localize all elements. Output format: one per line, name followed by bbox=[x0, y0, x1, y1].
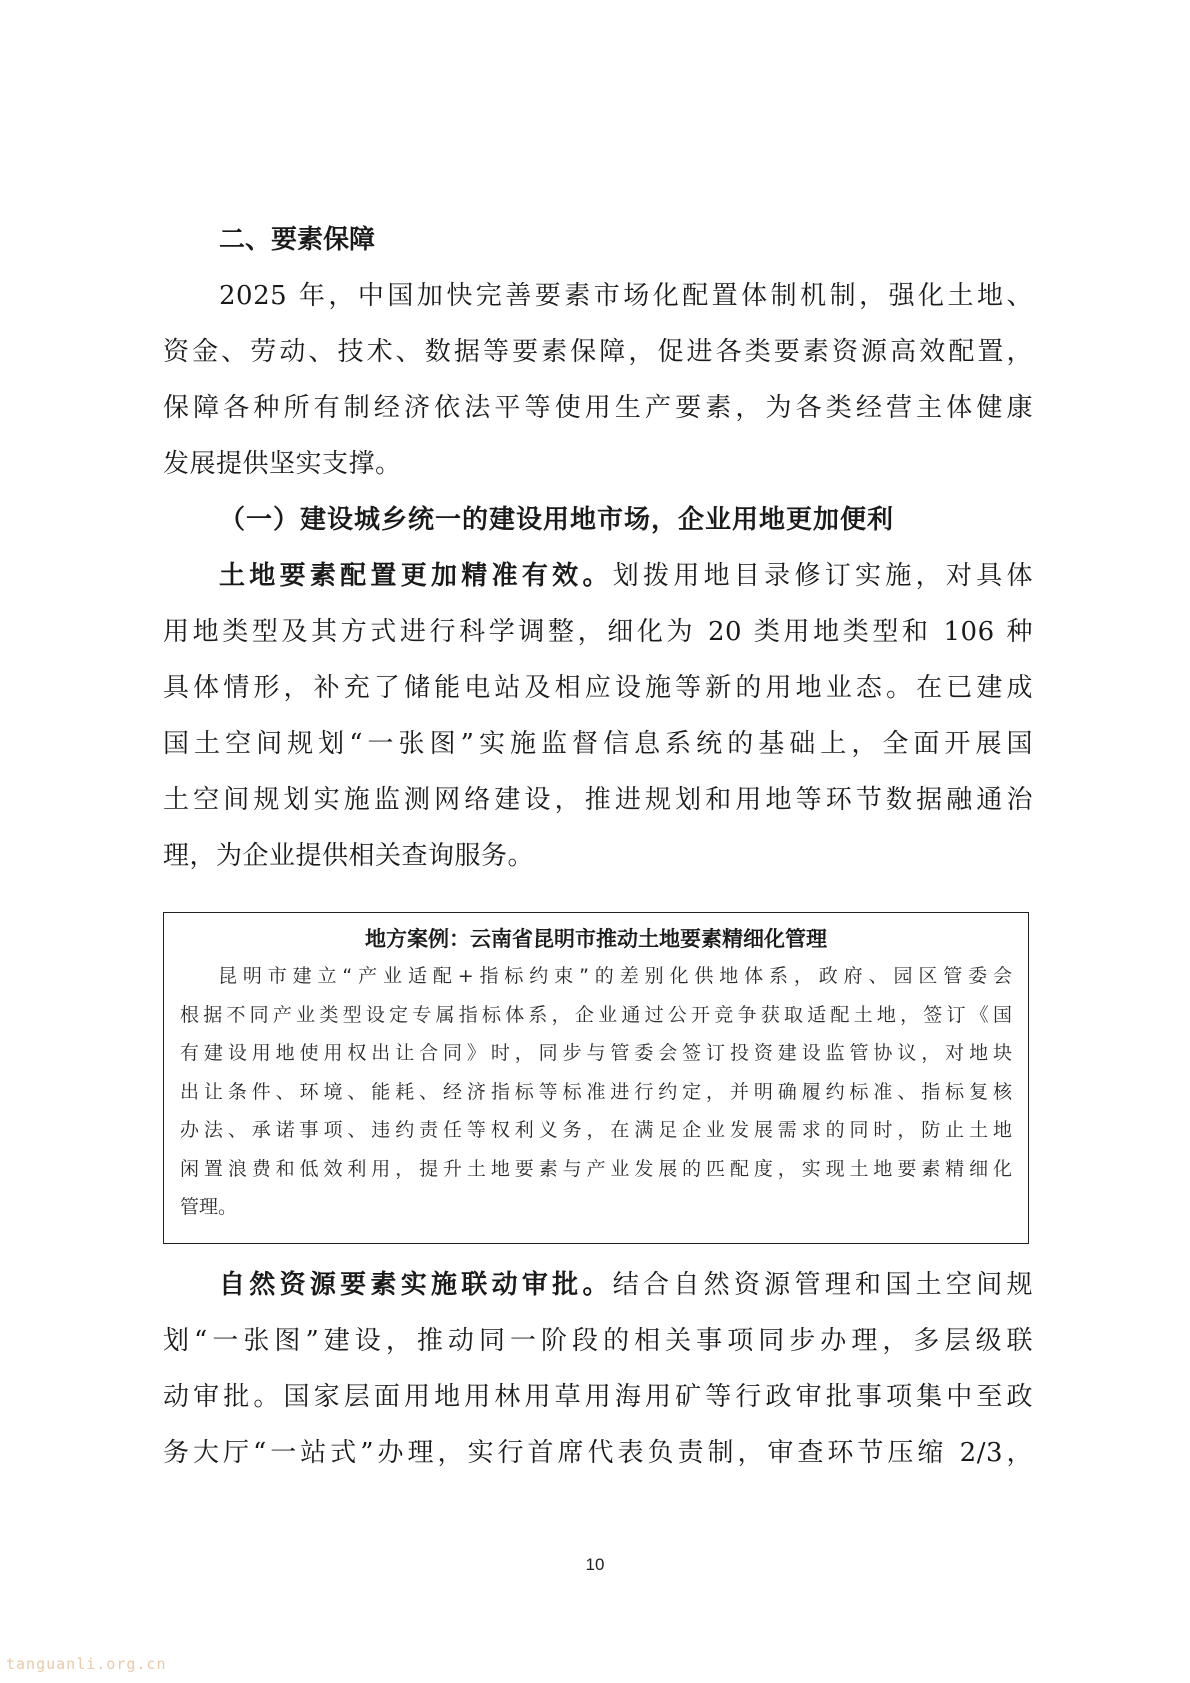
paragraph-lead: 土地要素配置更加精准有效。 bbox=[219, 561, 613, 591]
case-study-title: 地方案例：云南省昆明市推动土地要素精细化管理 bbox=[365, 927, 827, 951]
intro-line: 发展提供坚实支撑。 bbox=[163, 449, 402, 479]
case-study-line: 办法、承诺事项、违约责任等权利义务，在满足企业发展需求的同时，防止土地 bbox=[180, 1119, 1012, 1141]
page-number: 10 bbox=[585, 1555, 605, 1574]
paragraph-line: 具体情形，补充了储能电站及相应设施等新的用地业态。在已建成 bbox=[163, 673, 1033, 703]
paragraph-first-line bbox=[163, 548, 1033, 604]
paragraph-line: 划“一张图”建设，推动同一阶段的相关事项同步办理，多层级联 bbox=[163, 1326, 1033, 1356]
paragraph-line: 务大厅“一站式”办理，实行首席代表负责制，审查环节压缩 2/3， bbox=[163, 1438, 1033, 1468]
case-study-box bbox=[163, 912, 1029, 1244]
intro-line: 2025 年，中国加快完善要素市场化配置体制机制，强化土地、 bbox=[219, 281, 1033, 311]
subsection-heading: （一）建设城乡统一的建设用地市场，企业用地更加便利 bbox=[219, 505, 895, 535]
paragraph-text: 划拨用地目录修订实施，对具体 bbox=[612, 561, 1033, 591]
paragraph-line: 用地类型及其方式进行科学调整，细化为 20 类用地类型和 106 种 bbox=[163, 617, 1033, 647]
paragraph-lead: 自然资源要素实施联动审批。 bbox=[219, 1270, 613, 1300]
section-heading: 二、要素保障 bbox=[219, 225, 376, 255]
intro-line: 资金、劳动、技术、数据等要素保障，促进各类要素资源高效配置， bbox=[163, 337, 1033, 367]
case-study-line: 闲置浪费和低效利用，提升土地要素与产业发展的匹配度，实现土地要素精细化 bbox=[180, 1157, 1012, 1180]
paragraph-text: 结合自然资源管理和国土空间规 bbox=[612, 1270, 1033, 1300]
case-study-line: 根据不同产业类型设定专属指标体系，企业通过公开竞争获取适配土地，签订《国 bbox=[180, 1003, 1012, 1026]
paragraph-line: 动审批。国家层面用地用林用草用海用矿等行政审批事项集中至政 bbox=[163, 1382, 1033, 1412]
case-study-line: 出让条件、环境、能耗、经济指标等标准进行约定，并明确履约标准、指标复核 bbox=[180, 1080, 1012, 1103]
intro-line: 保障各种所有制经济依法平等使用生产要素，为各类经营主体健康 bbox=[163, 393, 1033, 423]
main-text-block bbox=[163, 212, 1033, 884]
case-study-line: 管理。 bbox=[180, 1196, 238, 1218]
watermark: tanguanli.org.cn bbox=[6, 1655, 167, 1673]
case-study-line: 昆明市建立“产业适配+指标约束”的差别化供地体系，政府、园区管委会 bbox=[218, 965, 1012, 987]
case-study-line: 有建设用地使用权出让合同》时，同步与管委会签订投资建设监管协议，对地块 bbox=[180, 1042, 1012, 1064]
main-text-block-continued bbox=[163, 1257, 1033, 1481]
paragraph-line: 土空间规划实施监测网络建设，推进规划和用地等环节数据融通治 bbox=[163, 785, 1033, 815]
paragraph-line: 理，为企业提供相关查询服务。 bbox=[163, 841, 535, 871]
paragraph-line: 国土空间规划“一张图”实施监督信息系统的基础上，全面开展国 bbox=[163, 729, 1033, 759]
paragraph-first-line bbox=[163, 1257, 1033, 1313]
